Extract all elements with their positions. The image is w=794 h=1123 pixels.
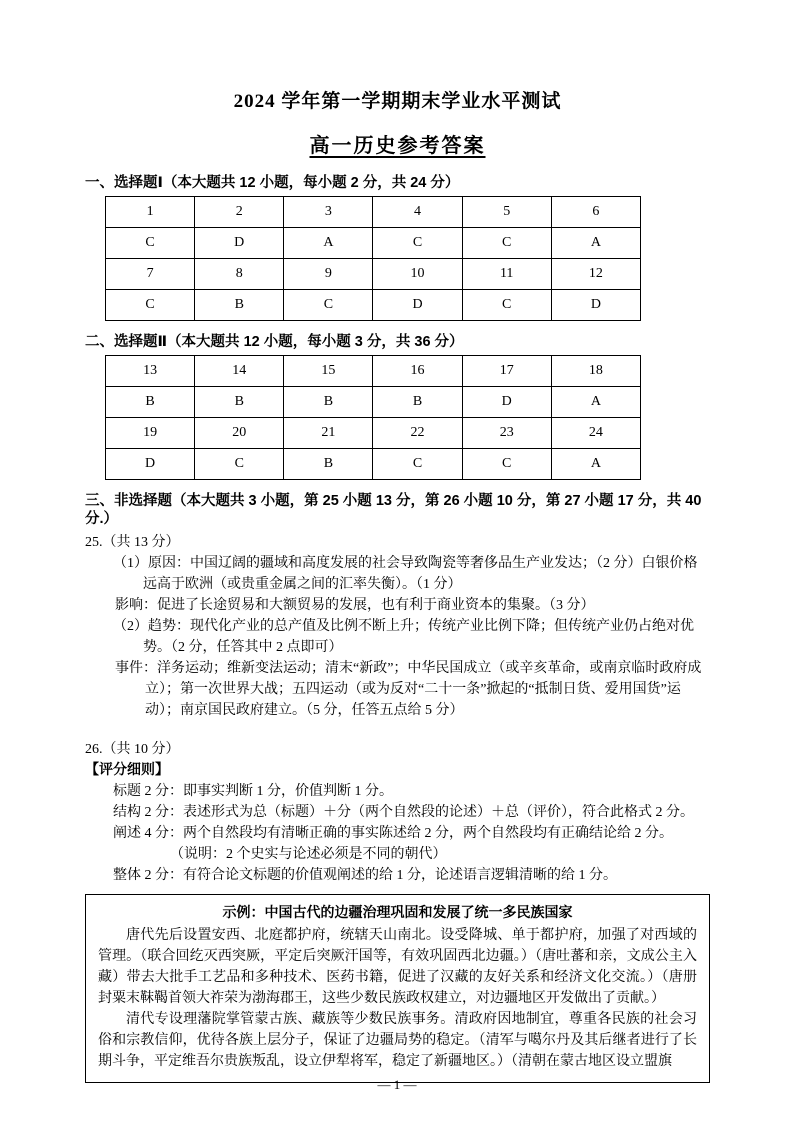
answer-cell: D (106, 449, 195, 480)
table-row (106, 387, 641, 418)
answer-cell: 19 (106, 418, 195, 449)
answer-cell: 5 (462, 197, 551, 228)
answer-cell: D (551, 290, 640, 321)
answer-cell: C (373, 228, 462, 259)
answer-line-label: 整体 2 分： (113, 868, 183, 883)
q26-example-box (85, 894, 710, 1083)
answer-cell: 21 (284, 418, 373, 449)
answer-line (85, 658, 710, 721)
answer-cell: B (284, 449, 373, 480)
document-subtitle-text: 高一历史参考答案 (309, 135, 486, 157)
answer-cell: C (195, 449, 284, 480)
answer-line (85, 865, 710, 886)
section3-heading: 三、非选择题（本大题共 3 小题，第 25 小题 13 分，第 26 小题 10 分，第 27 小题 17 分，共 40 分.） (85, 493, 702, 527)
answer-line-label: 阐述 4 分： (113, 826, 183, 841)
answer-cell: 3 (284, 197, 373, 228)
answer-line-text: 即事实判断 1 分，价值判断 1 分。 (183, 784, 393, 799)
answer-cell: A (284, 228, 373, 259)
answer-cell: B (195, 387, 284, 418)
answer-cell: A (551, 387, 640, 418)
table-row (106, 418, 641, 449)
table-row (106, 259, 641, 290)
answer-cell: 9 (284, 259, 373, 290)
answer-cell: C (462, 449, 551, 480)
answer-cell: 10 (373, 259, 462, 290)
q26-rubric-title: 【评分细则】 (85, 763, 169, 778)
q25-lines (85, 553, 710, 721)
answer-line-text: 洋务运动；维新变法运动；清末“新政”；中华民国成立（或辛亥革命，或南京临时政府成立）；第一次世界大战；五四运动（或为反对“二十一条”掀起的“抵制日货、爱用国货”运动）；南京国民政府建立。（5 分，任答五点给 5 分） (145, 661, 702, 718)
answer-line (85, 781, 710, 802)
table-row (106, 197, 641, 228)
answer-line-label: 事件： (115, 661, 157, 676)
answer-cell: 8 (195, 259, 284, 290)
table-row (106, 449, 641, 480)
answer-cell: D (373, 290, 462, 321)
answer-cell: B (195, 290, 284, 321)
answer-cell: B (373, 387, 462, 418)
answer-cell: C (284, 290, 373, 321)
answer-line (85, 553, 710, 595)
example-paragraph: 清代专设理藩院掌管蒙古族、藏族等少数民族事务。清政府因地制宜，尊重各民族的社会习俗和宗教信仰，优待各族上层分子，保证了边疆局势的稳定。（清军与噶尔丹及其后继者进行了长期斗争，平定维吾尔贵族叛乱，设立伊犁将军，稳定了新疆地区。）（清朝在蒙古地区设立盟旗 (98, 1012, 697, 1069)
answer-line (85, 823, 710, 844)
question-26-answer (85, 739, 710, 1083)
q26-heading: 26.（共 10 分） (85, 742, 180, 757)
answer-cell: C (462, 290, 551, 321)
answer-cell: 13 (106, 356, 195, 387)
answer-line-label: 标题 2 分： (113, 784, 183, 799)
section2-heading: 二、选择题Ⅱ（本大题共 12 小题，每小题 3 分，共 36 分） (85, 334, 464, 350)
answer-cell: 6 (551, 197, 640, 228)
answer-line-text: （说明：2 个史实与论述必须是不同的朝代） (170, 847, 447, 862)
table-row (106, 290, 641, 321)
answer-cell: C (462, 228, 551, 259)
answer-cell: D (462, 387, 551, 418)
answer-line (85, 844, 710, 865)
answer-cell: 1 (106, 197, 195, 228)
answer-line-text: 促进了长途贸易和大额贸易的发展，也有利于商业资本的集聚。（3 分） (157, 598, 595, 613)
answer-cell: A (551, 228, 640, 259)
answer-cell: 17 (462, 356, 551, 387)
document-title: 2024 学年第一学期期末学业水平测试 (233, 91, 562, 112)
answer-cell: B (284, 387, 373, 418)
answer-line-label: （2）趋势： (113, 619, 190, 634)
answer-cell: C (106, 228, 195, 259)
answer-line-label: 结构 2 分： (113, 805, 183, 820)
answer-cell: C (373, 449, 462, 480)
example-paragraphs (98, 925, 697, 1072)
answer-line (85, 595, 710, 616)
answer-cell: 16 (373, 356, 462, 387)
q25-heading: 25.（共 13 分） (85, 535, 180, 550)
answer-cell: D (195, 228, 284, 259)
answer-cell: B (106, 387, 195, 418)
document-subtitle (85, 129, 710, 158)
answer-table-1 (105, 196, 641, 321)
example-paragraph: 唐代先后设置安西、北庭都护府，统辖天山南北。设受降城、单于都护府，加强了对西域的管理。（联合回纥灭西突厥，平定后突厥汗国等，有效巩固西北边疆。）（唐吐蕃和亲，文成公主入藏）带去大批手工艺品和多种技术、医药书籍，促进了汉藏的友好关系和经济文化交流。）（唐册封粟末靺鞨首领大祚荣为渤海郡王，这些少数民族政权建立，对边疆地区开发做出了贡献。） (98, 928, 697, 1006)
answer-table-2 (105, 355, 641, 480)
answer-cell: 20 (195, 418, 284, 449)
answer-line-label: 影响： (115, 598, 157, 613)
answer-line (85, 616, 710, 658)
answer-cell: 23 (462, 418, 551, 449)
answer-cell: 22 (373, 418, 462, 449)
answer-cell: 24 (551, 418, 640, 449)
answer-cell: 2 (195, 197, 284, 228)
page-number: — 1 — (377, 1077, 417, 1092)
answer-cell: A (551, 449, 640, 480)
answer-cell: C (106, 290, 195, 321)
answer-line-label: （1）原因： (113, 556, 190, 571)
q26-rubric-items (85, 781, 710, 886)
table-row (106, 356, 641, 387)
answer-line-text: 现代化产业的总产值及比例不断上升；传统产业比例下降；但传统产业仍占绝对优势。（2 分，任答其中 2 点即可） (143, 619, 694, 655)
section1-heading: 一、选择题Ⅰ（本大题共 12 小题，每小题 2 分，共 24 分） (85, 175, 460, 191)
answer-line-text: 表述形式为总（标题）＋分（两个自然段的论述）＋总（评价），符合此格式 2 分。 (183, 805, 694, 820)
answer-cell: 11 (462, 259, 551, 290)
answer-line-text: 中国辽阔的疆域和高度发展的社会导致陶瓷等奢侈品生产业发达；（2 分）白银价格远高于欧洲（或贵重金属之间的汇率失衡）。（1 分） (143, 556, 698, 592)
table-row (106, 228, 641, 259)
example-title: 示例：中国古代的边疆治理巩固和发展了统一多民族国家 (222, 906, 573, 921)
answer-cell: 14 (195, 356, 284, 387)
question-25-answer (85, 532, 710, 721)
answer-cell: 18 (551, 356, 640, 387)
answer-cell: 4 (373, 197, 462, 228)
answer-line-text: 有符合论文标题的价值观阐述的给 1 分，论述语言逻辑清晰的给 1 分。 (183, 868, 617, 883)
answer-cell: 7 (106, 259, 195, 290)
answer-line (85, 802, 710, 823)
answer-cell: 12 (551, 259, 640, 290)
answer-line-text: 两个自然段均有清晰正确的事实陈述给 2 分，两个自然段均有正确结论给 2 分。 (183, 826, 673, 841)
answer-cell: 15 (284, 356, 373, 387)
